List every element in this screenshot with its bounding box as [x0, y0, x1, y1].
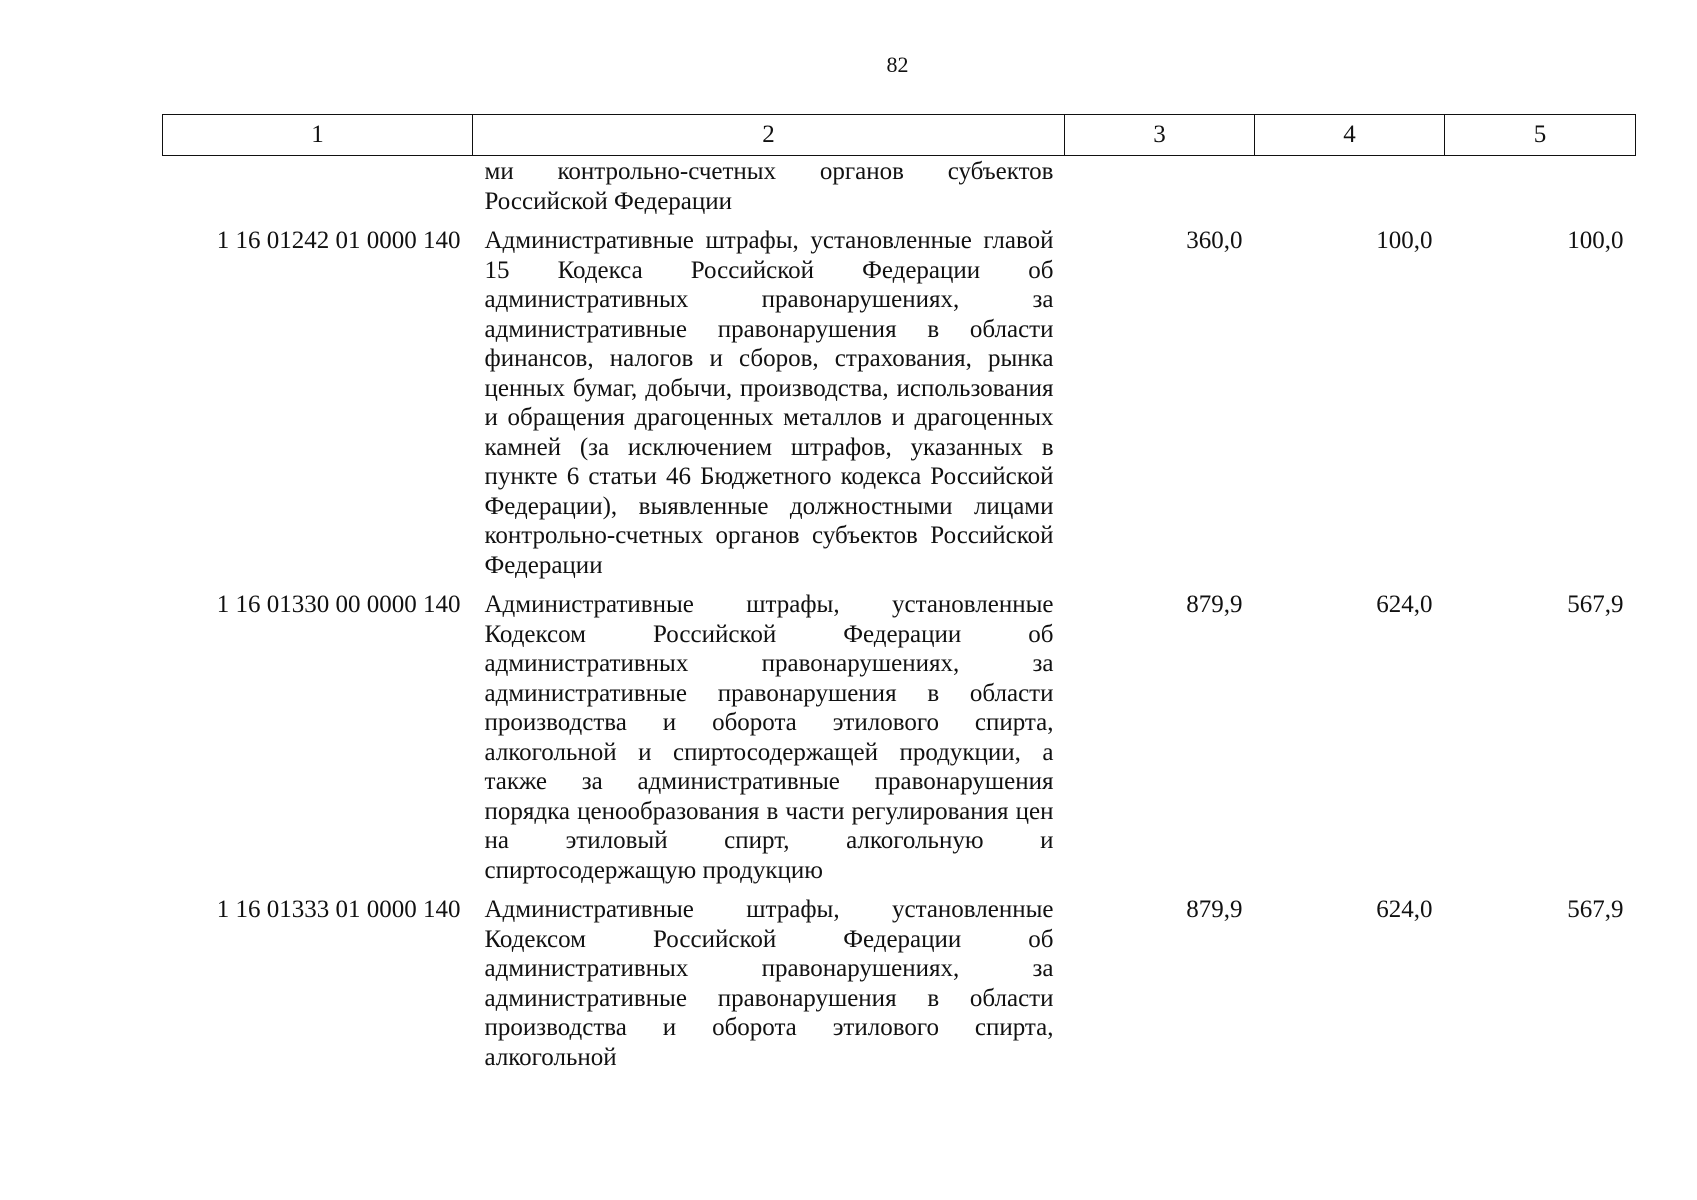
table-row [163, 885, 1636, 1072]
header-row [163, 115, 1636, 156]
continuation-col3 [1065, 156, 1255, 217]
row-description: Административные штрафы, установленные главой 15 Кодекса Российской Федерации об административных правонарушениях, за административные правонарушения в области финансов, налогов и сборов, страхования, рынка ценных бумаг, добычи, производства, использования и обращения драгоценных металлов и драгоценных камней (за исключением штрафов, указанных в пункте 6 статьи 46 Бюджетного кодекса Российской Федерации), выявленные должностными лицами контрольно-счетных органов субъектов Российской Федерации [484, 227, 1054, 579]
header-col-5: 5 [1445, 115, 1636, 156]
continuation-description: ми контрольно-счетных органов субъектов Российской Федерации [484, 158, 1054, 215]
row-description: Административные штрафы, установленные Кодексом Российской Федерации об административных правонарушениях, за административные правонарушения в области производства и оборота этилового спирта, алкогольной и спиртосодержащей продукции, а также за административные правонарушения порядка ценообразования в части регулирования цен на этиловый спирт, алкогольную и спиртосодержащую продукцию [484, 591, 1054, 884]
table-row [163, 216, 1636, 580]
continuation-row [163, 156, 1636, 217]
continuation-col4 [1255, 156, 1445, 217]
row-value-col3: 879,9 [1186, 591, 1243, 618]
row-value-col5: 567,9 [1567, 896, 1624, 923]
header-col-3: 3 [1065, 115, 1255, 156]
continuation-code-cell [163, 156, 473, 217]
row-value-col4: 624,0 [1376, 896, 1433, 923]
continuation-col5 [1445, 156, 1636, 217]
row-value-col5: 567,9 [1567, 591, 1624, 618]
header-col-4: 4 [1255, 115, 1445, 156]
table-body [163, 156, 1636, 1073]
row-code: 1 16 01242 01 0000 140 [216, 227, 461, 254]
header-col-1: 1 [163, 115, 473, 156]
table-row [163, 580, 1636, 885]
row-value-col3: 879,9 [1186, 896, 1243, 923]
row-value-col4: 624,0 [1376, 591, 1433, 618]
row-code: 1 16 01330 00 0000 140 [216, 591, 461, 618]
row-description: Административные штрафы, установленные Кодексом Российской Федерации об административных правонарушениях, за административные правонарушения в области производства и оборота этилового спирта, алкогольной [484, 896, 1054, 1071]
row-value-col5: 100,0 [1567, 227, 1624, 254]
row-value-col4: 100,0 [1376, 227, 1433, 254]
page-number: 82 [886, 52, 909, 77]
row-code: 1 16 01333 01 0000 140 [216, 896, 461, 923]
budget-table [162, 114, 1636, 1072]
row-value-col3: 360,0 [1186, 227, 1243, 254]
header-col-2: 2 [473, 115, 1065, 156]
table-header [163, 115, 1636, 156]
